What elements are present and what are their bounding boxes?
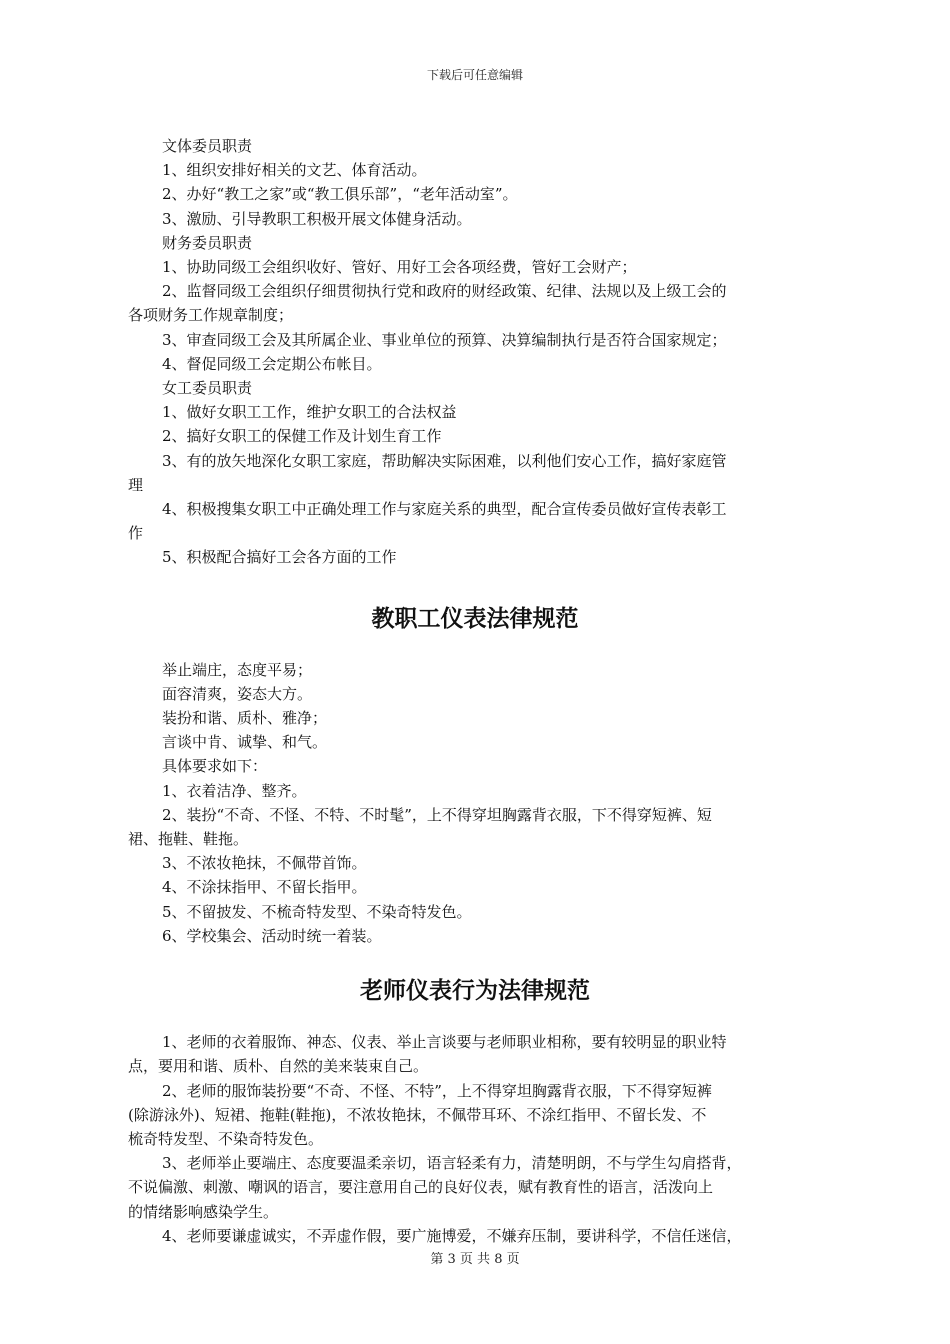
paragraph-line: 2、办好“教工之家”或“教工俱乐部”，“老年活动室”。 [162,185,518,204]
paragraph-line: 财务委员职责 [162,233,253,252]
paragraph-line: 梳奇特发型、不染奇特发色。 [128,1129,324,1148]
paragraph-line: 具体要求如下： [162,757,268,776]
paragraph-line: 3、不浓妆艳抹，不佩带首饰。 [162,854,367,873]
section-staff-appearance [128,658,822,948]
page-footer: 第 3 页 共 8 页 [430,1252,520,1267]
paragraph-line: 1、老师的衣着服饰、神态、仪表、举止言谈要与老师职业相称，要有较明显的职业特 [162,1033,727,1052]
paragraph-line: 裙、拖鞋、鞋拖。 [128,830,249,849]
paragraph-line: 3、审查同级工会及其所属企业、事业单位的预算、决算编制执行是否符合国家规定； [162,330,727,349]
paragraph-line: 1、做好女职工工作，维护女职工的合法权益 [162,403,457,422]
paragraph-line: 不说偏激、刺激、嘲讽的语言，要注意用自己的良好仪表，赋有教育性的语言，活泼向上 [128,1178,714,1197]
section-heading: 老师仪表行为法律规范 [360,978,590,1005]
paragraph-line: 4、老师要谦虚诚实，不弄虚作假，要广施博爱，不嫌弃压制，要讲科学，不信任迷信， [162,1226,742,1245]
paragraph-line: 点，要用和谐、质朴、自然的美来装束自己。 [128,1057,429,1076]
paragraph-line: 3、有的放矢地深化女职工家庭，帮助解决实际困难，以利他们安心工作，搞好家庭管 [162,451,727,470]
section-teacher-conduct [128,1030,822,1248]
paragraph-line: 3、激励、引导教职工积极开展文体健身活动。 [162,209,472,228]
document-body [128,134,822,1248]
paragraph-line: 1、衣着洁净、整齐。 [162,781,307,800]
paragraph-line: 3、老师举止要端庄、态度要温柔亲切，语言轻柔有力，清楚明朗，不与学生勾肩搭背， [162,1154,742,1173]
paragraph-line: 5、积极配合搞好工会各方面的工作 [162,548,397,567]
paragraph-line: 2、搞好女职工的保健工作及计划生育工作 [162,427,442,446]
paragraph-line: 装扮和谐、质朴、雅净； [162,709,328,728]
paragraph-line: 4、督促同级工会定期公布帐目。 [162,354,382,373]
paragraph-line: 2、老师的服饰装扮要“不奇、不怪、不特”，上不得穿坦胸露背衣服，下不得穿短裤 [162,1081,712,1100]
paragraph-line: 女工委员职责 [162,379,253,398]
paragraph-line: 的情绪影响感染学生。 [128,1202,279,1221]
paragraph-line: 理 [128,475,144,494]
paragraph-line: 文体委员职责 [162,137,253,155]
paragraph-line: 各项财务工作规章制度； [128,306,294,325]
paragraph-line: 4、积极搜集女职工中正确处理工作与家庭关系的典型，配合宣传委员做好宣传表彰工 [162,500,727,519]
paragraph-line: 5、不留披发、不梳奇特发型、不染奇特发色。 [162,902,472,921]
page-header: 下载后可任意编辑 [426,68,523,82]
section-committee-duties [128,134,822,570]
paragraph-line: 1、协助同级工会组织收好、管好、用好工会各项经费，管好工会财产； [162,258,637,277]
paragraph-line: (除游泳外)、短裙、拖鞋(鞋拖)，不浓妆艳抹，不佩带耳环、不涂红指甲、不留长发、不 [128,1105,707,1124]
paragraph-line: 言谈中肯、诚挚、和气。 [162,733,328,752]
paragraph-line: 2、装扮“不奇、不怪、不特、不时髦”，上不得穿坦胸露背衣服，下不得穿短裤、短 [162,805,712,824]
paragraph-line: 6、学校集会、活动时统一着装。 [162,926,382,945]
paragraph-line: 面容清爽，姿态大方。 [162,684,313,703]
paragraph-line: 作 [128,524,144,543]
paragraph-line: 1、组织安排好相关的文艺、体育活动。 [162,161,427,180]
paragraph-line: 举止端庄，态度平易； [162,660,313,679]
section-heading: 教职工仪表法律规范 [371,605,579,632]
paragraph-line: 4、不涂抹指甲、不留长指甲。 [162,878,367,897]
paragraph-line: 2、监督同级工会组织仔细贯彻执行党和政府的财经政策、纪律、法规以及上级工会的 [162,282,727,301]
